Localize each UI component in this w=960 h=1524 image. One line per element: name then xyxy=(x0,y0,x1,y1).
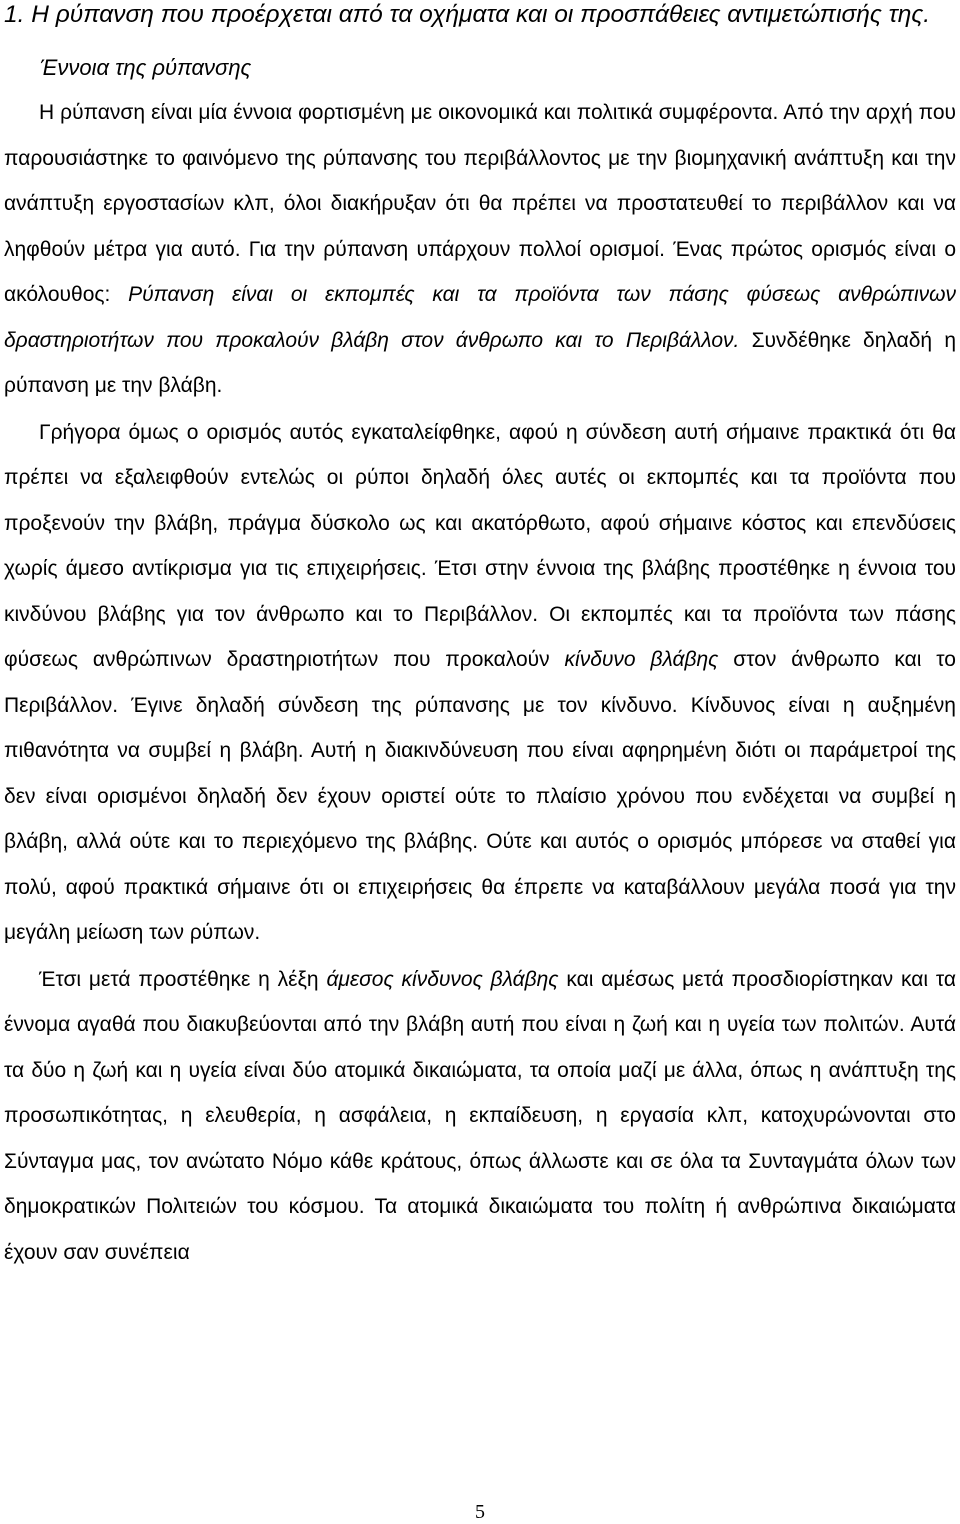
paragraph-2-end: στον άνθρωπο και το Περιβάλλον. Έγινε δηλαδή σύνδεση της ρύπανσης με τον κίνδυνο. Κίνδυνος είναι η αυξημένη πιθανότητα να συμβεί η βλάβη. Αυτή η διακινδύνευση που είναι αφηρημένη διότι οι παράμετροί της δεν είναι ορισμένοι δηλαδή δεν έχουν οριστεί ούτε το πλαίσιο χρόνου που ενδέχεται να συμβεί η βλάβη, αλλά ούτε και το περιεχόμενο της βλάβης. Ούτε και αυτός ο ορισμός μπόρεσε να σταθεί για πολύ, αφού πρακτικά σήμαινε ότι οι επιχειρήσεις θα έπρεπε να καταβάλλουν μεγάλα ποσά για την μεγάλη μείωση των ρύπων. xyxy=(4,648,956,944)
immediate-risk-italic: άμεσος κίνδυνος βλάβης xyxy=(326,967,559,991)
risk-of-harm-italic: κίνδυνο βλάβης xyxy=(564,648,719,671)
page-number: 5 xyxy=(475,1501,485,1523)
paragraph-2 xyxy=(4,410,956,956)
document-page xyxy=(4,0,956,1275)
paragraph-1-text: Η ρύπανση είναι μία έννοια φορτισμένη με οικονομικά και πολιτικά συμφέροντα. Από την αρχή που παρουσιάστηκε το φαινόμενο της ρύπανσης του περιβάλλοντος με την βιομηχανική ανάπτυξη και την ανάπτυξη εργοστασίων κλπ, όλοι διακήρυξαν ότι θα πρέπει να προστατευθεί το περιβάλλον και να ληφθούν μέτρα για αυτό. Για την ρύπανση υπάρχουν πολλοί ορισμοί. Ένας πρώτος ορισμός είναι ο ακόλουθος: xyxy=(4,101,956,306)
paragraph-3-text: Έτσι μετά προστέθηκε η λέξη xyxy=(39,967,327,991)
paragraph-2-text: Γρήγορα όμως ο ορισμός αυτός εγκαταλείφθηκε, αφού η σύνδεση αυτή σήμαινε πρακτικά ότι θα πρέπει να εξαλειφθούν εντελώς οι ρύποι δηλαδή όλες αυτές οι εκπομπές και τα προϊόντα που προξενούν την βλάβη, πράγμα δύσκολο ως και ακατόρθωτο, αφού σήμαινε κόστος και επενδύσεις χωρίς άμεσο αντίκρισμα για τις επιχειρήσεις. Έτσι στην έννοια της βλάβης προστέθηκε η έννοια του κινδύνου βλάβης για τον άνθρωπο και το Περιβάλλον. Οι εκπομπές και τα προϊόντα των πάσης φύσεως ανθρώπινων δραστηριοτήτων που προκαλούν xyxy=(4,420,956,671)
paragraph-1 xyxy=(4,90,956,409)
section-heading: 1. Η ρύπανση που προέρχεται από τα οχήματα και οι προσπάθειες αντιμετώπισής της. xyxy=(4,1,931,28)
paragraph-3 xyxy=(4,957,956,1276)
paragraph-3-end: και αμέσως μετά προσδιορίστηκαν και τα έννομα αγαθά που διακυβεύονται από την βλάβη αυτή που είναι η ζωή και η υγεία των πολιτών. Αυτά τα δύο η ζωή και η υγεία είναι δύο ατομικά δικαιώματα, τα οποία μαζί με άλλα, όπως η ανάπτυξη της προσωπικότητας, η ελευθερία, η ασφάλεια, η εκπαίδευση, η εργασία κλπ, κατοχυρώνονται στο Σύνταγμα μας, τον ανώτατο Νόμο κάθε κράτους, όπως άλλωστε και σε όλα τα Συνταγμάτα όλων των δημοκρατικών Πολιτειών του κόσμου. Τα ατομικά δικαιώματα του πολίτη ή ανθρώπινα δικαιώματα έχουν σαν συνέπεια xyxy=(4,967,956,1264)
subsection-heading: Έννοια της ρύπανσης xyxy=(40,55,252,80)
pollution-definition-italic: Ρύπανση είναι οι εκπομπές και τα προϊόντα των πάσης φύσεως ανθρώπινων δραστηριοτήτων που προκαλούν βλάβη στον άνθρωπο και το Περιβάλλον. xyxy=(4,283,956,352)
paragraph-1-end: Συνδέθηκε δηλαδή η ρύπανση με την βλάβη. xyxy=(4,328,956,397)
